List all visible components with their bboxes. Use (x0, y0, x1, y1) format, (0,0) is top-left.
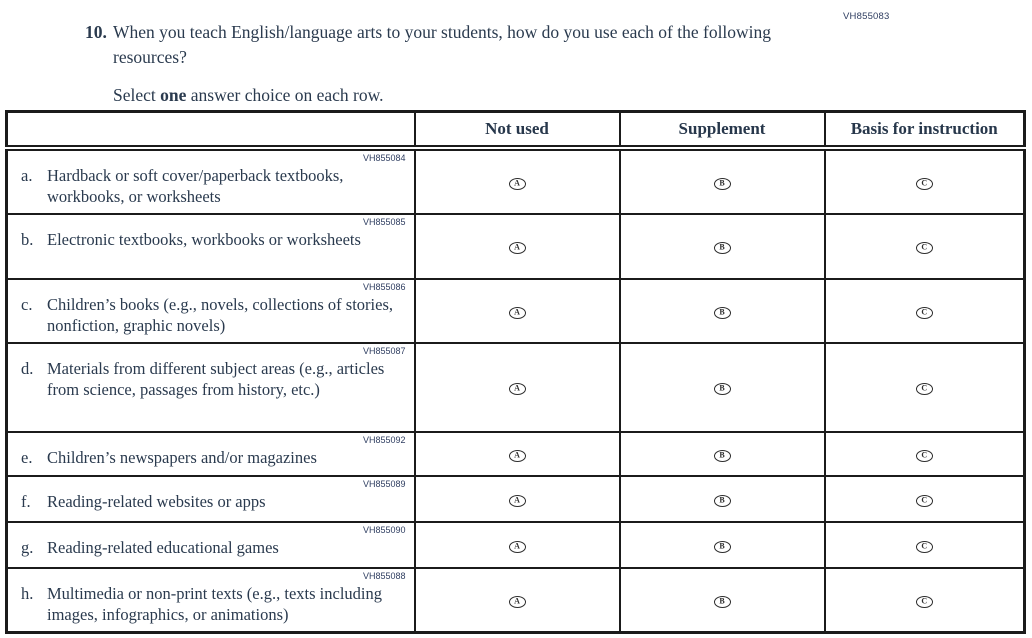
question-text: When you teach English/language arts to your students, how do you use each of the following resources? (113, 22, 772, 67)
option-letter-c: C (921, 450, 928, 459)
row-letter: h. (21, 583, 34, 603)
table-row (7, 568, 1025, 633)
radio-option-c[interactable] (916, 242, 933, 254)
radio-option-a[interactable] (509, 450, 526, 462)
option-cell-supplement (620, 476, 825, 522)
row-text: Hardback or soft cover/paperback textbooks, workbooks, or worksheets (47, 165, 344, 206)
row-text: Materials from different subject areas (e.g., articles from science, passages from history, etc.) (47, 358, 385, 399)
option-letter-a: A (514, 495, 520, 504)
instruction-emphasis: one (160, 85, 187, 105)
radio-option-b[interactable] (714, 450, 731, 462)
option-letter-b: B (719, 242, 725, 252)
radio-option-b[interactable] (714, 383, 731, 395)
option-letter-a: A (514, 541, 520, 550)
question-instruction (113, 83, 803, 108)
option-letter-a: A (514, 178, 520, 187)
option-cell-basis-for-instruction (825, 148, 1025, 214)
radio-option-b[interactable] (714, 596, 731, 608)
option-cell-not-used (415, 343, 620, 432)
header-stub-cell (7, 112, 415, 148)
row-accession-code: VH855092 (362, 434, 406, 445)
option-cell-basis-for-instruction (825, 279, 1025, 343)
option-letter-c: C (921, 541, 928, 550)
row-accession-code: VH855087 (362, 345, 406, 356)
radio-option-b[interactable] (714, 178, 731, 190)
column-header-supplement: Supplement (620, 112, 825, 148)
row-accession-code: VH855088 (362, 570, 406, 581)
option-letter-b: B (719, 541, 725, 550)
option-cell-not-used (415, 279, 620, 343)
option-cell-basis-for-instruction (825, 432, 1025, 476)
radio-option-c[interactable] (916, 596, 933, 608)
radio-option-a[interactable] (509, 383, 526, 395)
question-block (85, 20, 803, 108)
option-cell-supplement (620, 432, 825, 476)
option-letter-c: C (921, 307, 928, 316)
row-accession-code: VH855086 (362, 281, 406, 292)
option-cell-supplement (620, 522, 825, 568)
header-row (7, 112, 1025, 148)
option-letter-b: B (719, 495, 725, 504)
option-letter-c: C (921, 383, 928, 393)
option-cell-not-used (415, 568, 620, 633)
row-letter: g. (21, 537, 34, 557)
radio-option-b[interactable] (714, 495, 731, 507)
option-letter-a: A (514, 450, 520, 459)
radio-option-a[interactable] (509, 541, 526, 553)
option-cell-supplement (620, 214, 825, 279)
resource-item-cell (7, 148, 415, 214)
option-letter-a: A (514, 307, 520, 316)
row-letter: d. (21, 358, 34, 378)
option-letter-a: A (514, 242, 520, 252)
radio-option-b[interactable] (714, 307, 731, 319)
resource-item-cell (7, 568, 415, 633)
option-cell-not-used (415, 476, 620, 522)
table-row (7, 343, 1025, 432)
resource-item-cell (7, 476, 415, 522)
option-cell-basis-for-instruction (825, 522, 1025, 568)
option-letter-b: B (719, 450, 725, 459)
option-cell-basis-for-instruction (825, 214, 1025, 279)
resource-item-cell (7, 522, 415, 568)
column-header-not-used: Not used (415, 112, 620, 148)
option-cell-basis-for-instruction (825, 343, 1025, 432)
option-cell-supplement (620, 568, 825, 633)
option-letter-b: B (719, 383, 725, 393)
resource-item-cell (7, 279, 415, 343)
radio-option-a[interactable] (509, 178, 526, 190)
radio-option-c[interactable] (916, 178, 933, 190)
option-cell-supplement (620, 279, 825, 343)
row-letter: c. (21, 294, 33, 314)
question-number: 10. (85, 22, 107, 42)
option-letter-c: C (921, 596, 928, 605)
option-cell-basis-for-instruction (825, 476, 1025, 522)
row-accession-code: VH855090 (362, 524, 406, 535)
instruction-prefix: Select (113, 85, 161, 105)
radio-option-a[interactable] (509, 596, 526, 608)
row-text: Children’s books (e.g., novels, collections of stories, nonfiction, graphic novels) (47, 294, 393, 335)
table-row (7, 279, 1025, 343)
resource-item-cell (7, 214, 415, 279)
table-row (7, 476, 1025, 522)
table-row (7, 432, 1025, 476)
radio-option-c[interactable] (916, 383, 933, 395)
row-accession-code: VH855084 (362, 152, 406, 163)
row-letter: a. (21, 165, 33, 185)
option-cell-supplement (620, 343, 825, 432)
option-letter-a: A (514, 383, 520, 393)
row-letter: f. (21, 491, 31, 511)
option-letter-b: B (719, 596, 725, 605)
radio-option-b[interactable] (714, 242, 731, 254)
option-letter-b: B (719, 178, 725, 187)
option-letter-c: C (921, 495, 928, 504)
table-row (7, 148, 1025, 214)
row-text: Electronic textbooks, workbooks or worksheets (47, 229, 361, 249)
option-letter-b: B (719, 307, 725, 316)
instruction-suffix: answer choice on each row. (186, 85, 384, 105)
option-cell-not-used (415, 432, 620, 476)
radio-option-a[interactable] (509, 495, 526, 507)
radio-option-c[interactable] (916, 450, 933, 462)
resource-item-cell (7, 432, 415, 476)
row-accession-code: VH855085 (362, 216, 406, 227)
row-text: Children’s newspapers and/or magazines (47, 447, 317, 467)
table-row (7, 214, 1025, 279)
option-letter-c: C (921, 178, 928, 187)
row-text: Reading-related websites or apps (47, 491, 266, 511)
option-cell-supplement (620, 148, 825, 214)
option-letter-a: A (514, 596, 520, 605)
row-letter: e. (21, 447, 33, 467)
row-accession-code: VH855089 (362, 478, 406, 489)
resources-matrix-table (5, 110, 1026, 634)
column-header-basis-for-instruction: Basis for instruction (825, 112, 1025, 148)
option-cell-basis-for-instruction (825, 568, 1025, 633)
table-row (7, 522, 1025, 568)
radio-option-b[interactable] (714, 541, 731, 553)
radio-option-c[interactable] (916, 541, 933, 553)
radio-option-a[interactable] (509, 307, 526, 319)
option-letter-c: C (921, 242, 928, 252)
option-cell-not-used (415, 148, 620, 214)
row-letter: b. (21, 229, 34, 249)
resource-item-cell (7, 343, 415, 432)
row-text: Multimedia or non-print texts (e.g., texts including images, infographics, or animations) (47, 583, 382, 624)
radio-option-c[interactable] (916, 307, 933, 319)
option-cell-not-used (415, 522, 620, 568)
radio-option-c[interactable] (916, 495, 933, 507)
option-cell-not-used (415, 214, 620, 279)
row-text: Reading-related educational games (47, 537, 279, 557)
radio-option-a[interactable] (509, 242, 526, 254)
question-accession-code: VH855083 (843, 11, 890, 22)
